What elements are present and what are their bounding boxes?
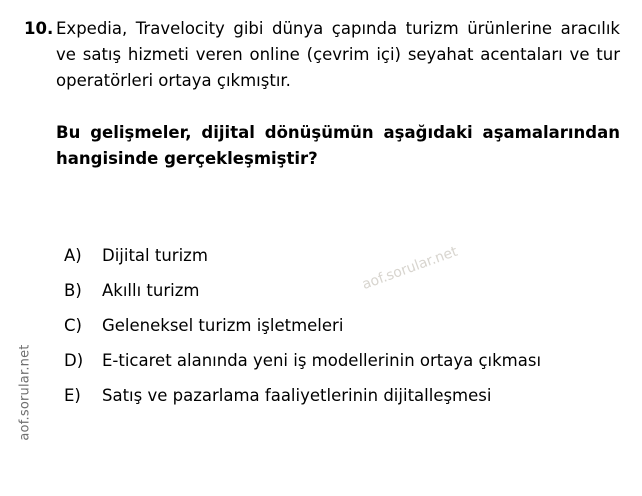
option-e[interactable] xyxy=(64,383,620,409)
question-body xyxy=(56,16,620,172)
question-prompt: Bu gelişmeler, dijital dönüşümün aşağıdaki aşamalarından hangisinde gerçekleşmiştir? xyxy=(56,123,620,168)
diagonal-watermark: aof.sorular.net xyxy=(360,243,460,294)
question-block xyxy=(24,16,620,172)
option-b[interactable] xyxy=(64,278,620,304)
option-e-text: Satış ve pazarlama faaliyetlerinin dijitalleşmesi xyxy=(102,386,492,405)
option-d[interactable] xyxy=(64,348,620,374)
option-c-letter: C) xyxy=(64,316,82,335)
option-a[interactable] xyxy=(64,243,620,269)
question-number: 10. xyxy=(24,19,54,38)
option-b-letter: B) xyxy=(64,281,82,300)
question-stem-row xyxy=(24,16,620,172)
option-a-text: Dijital turizm xyxy=(102,246,208,265)
options-list xyxy=(64,243,620,418)
option-c[interactable] xyxy=(64,313,620,339)
side-watermark: aof.sorular.net xyxy=(17,344,33,441)
option-c-text: Geleneksel turizm işletmeleri xyxy=(102,316,344,335)
option-d-letter: D) xyxy=(64,351,84,370)
option-d-text: E-ticaret alanında yeni iş modellerinin ortaya çıkması xyxy=(102,351,542,370)
question-stem: Expedia, Travelocity gibi dünya çapında turizm ürünlerine aracılık ve satış hizmeti veren online (çevrim içi) seyahat acentaları ve tur operatörleri ortaya çıkmıştır. xyxy=(56,19,620,90)
option-b-text: Akıllı turizm xyxy=(102,281,200,300)
option-e-letter: E) xyxy=(64,386,81,405)
option-a-letter: A) xyxy=(64,246,82,265)
